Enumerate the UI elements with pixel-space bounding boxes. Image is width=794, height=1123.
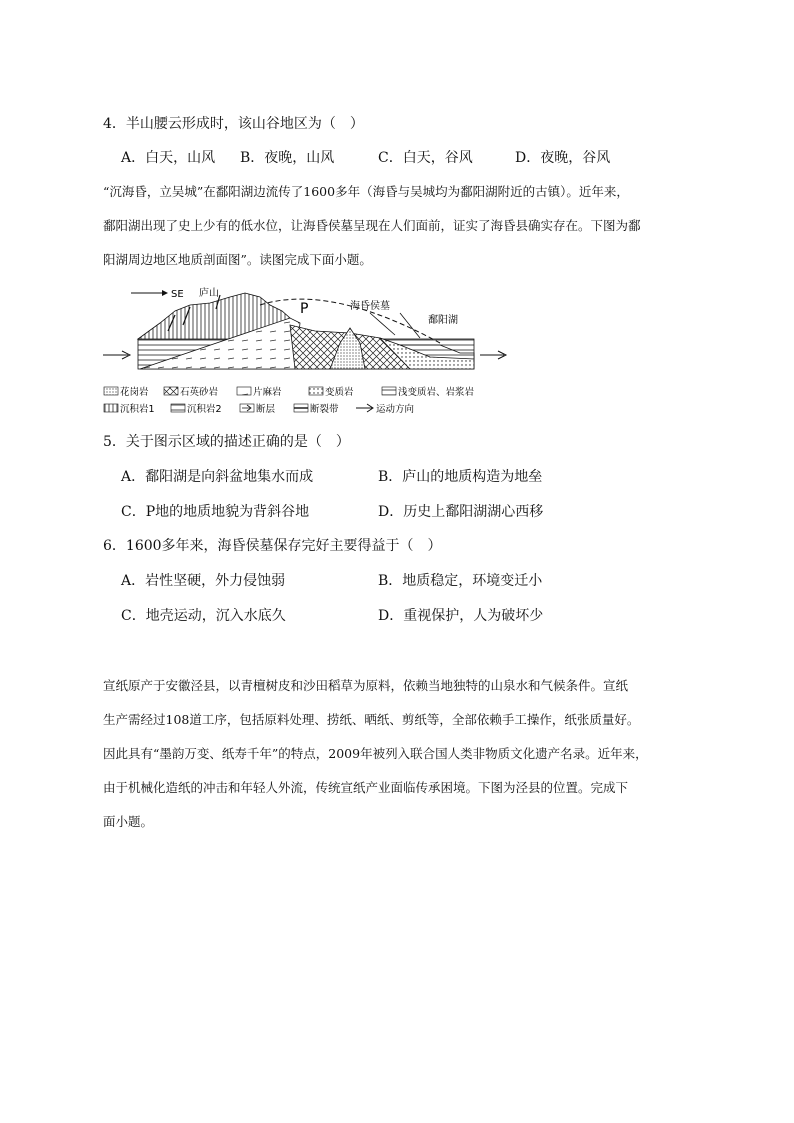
se-label: SE xyxy=(171,289,184,300)
intro2-line-2: 生产需经过108道工序，包括原料处理、捞纸、晒纸、剪纸等，全部依赖手工操作，纸张质量好。 xyxy=(103,712,640,727)
q5-option-a: A．鄱阳湖是向斜盆地集水而成 xyxy=(121,469,314,485)
intro2-line-3: 因此具有“墨韵万变、纸寿千年”的特点，2009年被列入联合国人类非物质文化遗产名录。近年来， xyxy=(103,746,648,761)
q6-option-a: A．岩性坚硬，外力侵蚀弱 xyxy=(121,573,286,589)
se-arrow-head xyxy=(162,290,168,296)
legend-metamorphic-label: 变质岩 xyxy=(325,387,354,398)
tomb-label: 海昏侯墓 xyxy=(350,301,390,312)
legend-sed1-swatch xyxy=(104,404,118,412)
intro1-line-2: 鄱阳湖出现了史上少有的低水位，让海昏侯墓呈现在人们面前，证实了海昏县确实存在。下图为鄱 xyxy=(103,218,641,233)
intro2-line-5: 面小题。 xyxy=(103,814,154,829)
movement-arrow-right xyxy=(480,351,506,359)
legend-low-grade-label: 浅变质岩、岩浆岩 xyxy=(398,387,475,398)
q6-option-d: D．重视保护，人为破坏少 xyxy=(378,608,544,624)
legend-sed1-label: 沉积岩1 xyxy=(120,404,155,415)
intro1-line-1: “沉海昏，立吴城”在鄱阳湖边流传了1600多年（海昏与吴城均为鄱阳湖附近的古镇）。近年来， xyxy=(103,184,629,199)
question-5-stem: 5．关于图示区域的描述正确的是（ ） xyxy=(103,434,350,450)
p-label: P xyxy=(300,301,309,317)
question-4-stem: 4．半山腰云形成时，该山谷地区为（ ） xyxy=(103,116,364,132)
geologic-cross-section-figure xyxy=(100,283,520,423)
legend-gneiss-label: 片麻岩 xyxy=(253,387,282,398)
legend-movement-icon xyxy=(356,404,373,412)
q5-option-b: B．庐山的地质构造为地垒 xyxy=(378,469,543,485)
legend-granite-swatch xyxy=(104,387,118,395)
cross-section-svg xyxy=(100,283,520,423)
q4-option-a: A．白天，山风 xyxy=(121,150,216,166)
intro1-line-3: 阳湖周边地区地质剖面图”。读图完成下面小题。 xyxy=(103,252,372,267)
legend-quartz-label: 石英砂岩 xyxy=(180,387,219,398)
q5-option-d: D．历史上鄱阳湖湖心西移 xyxy=(378,504,544,520)
q4-option-b: B．夜晚，山风 xyxy=(240,150,335,166)
q5-option-c: C．P地的地质地貌为背斜谷地 xyxy=(121,504,310,520)
legend-sed2-swatch xyxy=(171,404,185,412)
legend-granite-label: 花岗岩 xyxy=(120,387,149,398)
legend-gneiss-swatch xyxy=(237,387,251,395)
question-6-stem: 6．1600多年来，海昏侯墓保存完好主要得益于（ ） xyxy=(103,538,442,554)
legend-sed2-label: 沉积岩2 xyxy=(187,404,222,415)
intro2-line-1: 宣纸原产于安徽泾县，以青檀树皮和沙田稻草为原料，依赖当地独特的山泉水和气候条件。宣纸 xyxy=(103,678,629,693)
intro2-line-4: 由于机械化造纸的冲击和年轻人外流，传统宣纸产业面临传承困境。下图为泾县的位置。完成下 xyxy=(103,780,629,795)
lushan-label: 庐山 xyxy=(199,288,219,299)
lake-label: 鄱阳湖 xyxy=(428,315,458,326)
q6-option-b: B．地质稳定，环境变迁小 xyxy=(378,573,543,589)
legend-fault-label: 断层 xyxy=(256,404,276,415)
legend-fracture-label: 断裂带 xyxy=(310,404,339,415)
q4-option-d: D．夜晚，谷风 xyxy=(515,150,611,166)
q4-option-c: C．白天，谷风 xyxy=(378,150,473,166)
legend-quartz-swatch xyxy=(164,387,178,395)
legend-metamorphic-swatch xyxy=(309,387,323,395)
legend-low-grade-swatch xyxy=(382,387,396,395)
movement-arrow-left xyxy=(103,351,130,359)
q6-option-c: C．地壳运动，沉入水底久 xyxy=(121,608,286,624)
lake-leader xyxy=(400,313,420,338)
tomb-leader xyxy=(370,313,395,335)
legend-movement-label: 运动方向 xyxy=(376,404,415,415)
